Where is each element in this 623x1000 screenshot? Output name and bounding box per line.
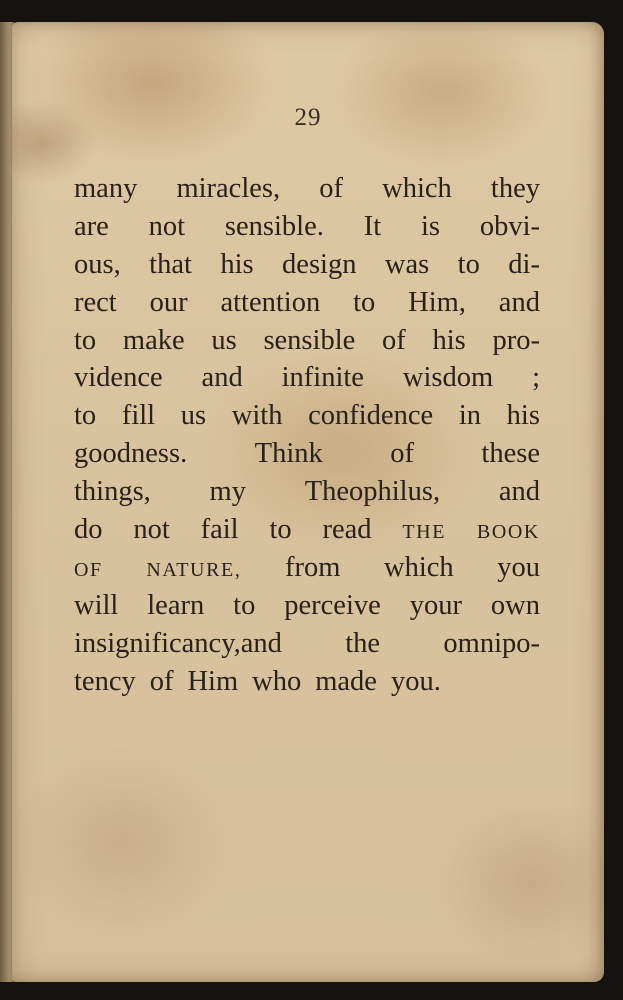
- word: own: [490, 589, 540, 621]
- word: of: [390, 438, 414, 470]
- word: insignificancy,and: [74, 627, 282, 659]
- word: wisdom: [402, 362, 494, 394]
- word: confidence: [308, 400, 434, 432]
- word: with: [231, 400, 283, 432]
- word: of: [319, 173, 343, 204]
- word: not: [148, 210, 186, 242]
- word: you: [497, 551, 540, 583]
- word: to: [457, 248, 480, 280]
- word: us: [180, 400, 207, 432]
- word: our: [149, 286, 188, 318]
- word: Theophilus,: [304, 476, 441, 508]
- text-line: [74, 473, 540, 511]
- word: It: [363, 210, 382, 242]
- word: the: [345, 627, 381, 659]
- word: was: [384, 248, 430, 280]
- word: make: [122, 324, 185, 356]
- word: they: [490, 173, 540, 204]
- word: and: [201, 362, 243, 394]
- word: THE: [402, 521, 447, 544]
- word: and: [498, 476, 540, 508]
- word: who: [252, 665, 302, 697]
- word: made: [315, 665, 377, 697]
- word: rect: [74, 286, 117, 318]
- word: to: [74, 400, 97, 432]
- word: things,: [74, 476, 151, 508]
- text-line: [74, 284, 540, 322]
- text-line: [74, 397, 540, 435]
- word: which: [382, 173, 452, 204]
- word: not: [133, 514, 170, 546]
- text-line: [74, 170, 540, 208]
- text-line: [74, 246, 540, 284]
- word: you.: [390, 665, 441, 697]
- word: sensible.: [224, 210, 324, 242]
- word: us: [211, 324, 237, 356]
- word: and: [498, 286, 540, 318]
- word: Him: [187, 665, 239, 697]
- word: fill: [121, 400, 156, 432]
- word: Him,: [408, 286, 466, 318]
- word: that: [149, 248, 192, 280]
- book-page: [12, 22, 604, 982]
- word: read: [322, 514, 372, 546]
- word: goodness.: [74, 438, 188, 470]
- word: OF: [74, 558, 103, 581]
- word: design: [282, 248, 357, 280]
- word: miracles,: [176, 173, 281, 204]
- word: attention: [220, 286, 321, 318]
- word: perceive: [284, 589, 381, 621]
- word: obvi-: [479, 210, 540, 242]
- word: his: [506, 400, 540, 432]
- text-line: [74, 435, 540, 473]
- word: of: [149, 665, 174, 697]
- word: omnipo-: [443, 627, 540, 659]
- word: in: [458, 400, 481, 432]
- word: my: [209, 476, 246, 508]
- page-number: 29: [294, 104, 322, 131]
- text-line: [74, 511, 540, 549]
- body-text: [74, 170, 540, 700]
- word: is: [420, 210, 440, 242]
- word: these: [481, 438, 540, 470]
- word: many: [74, 173, 138, 204]
- word: BOOK: [476, 521, 540, 544]
- word: from: [285, 551, 341, 583]
- text-line: [74, 208, 540, 246]
- word: fail: [200, 514, 239, 546]
- word: which: [384, 551, 454, 583]
- word: learn: [147, 589, 205, 621]
- word: do: [74, 514, 103, 546]
- word: are: [74, 210, 109, 242]
- word: tency: [74, 665, 136, 697]
- text-line: [74, 625, 540, 663]
- word: your: [409, 589, 462, 621]
- text-line: [74, 663, 540, 701]
- word: NATURE,: [146, 558, 242, 581]
- word: his: [432, 324, 466, 356]
- text-line: [74, 359, 540, 397]
- word: ;: [532, 362, 540, 394]
- word: to: [233, 589, 256, 621]
- word: to: [269, 514, 292, 546]
- word: di-: [508, 248, 540, 280]
- word: ous,: [74, 248, 121, 280]
- word: vidence: [74, 362, 163, 394]
- word: infinite: [281, 362, 364, 394]
- word: sensible: [263, 324, 356, 356]
- text-line: [74, 322, 540, 360]
- word: will: [74, 589, 119, 621]
- word: his: [220, 248, 254, 280]
- word: to: [74, 324, 97, 356]
- word: to: [353, 286, 376, 318]
- text-line: [74, 549, 540, 587]
- text-line: [74, 587, 540, 625]
- word: pro-: [492, 324, 540, 356]
- word: Think: [254, 438, 323, 470]
- word: of: [382, 324, 406, 356]
